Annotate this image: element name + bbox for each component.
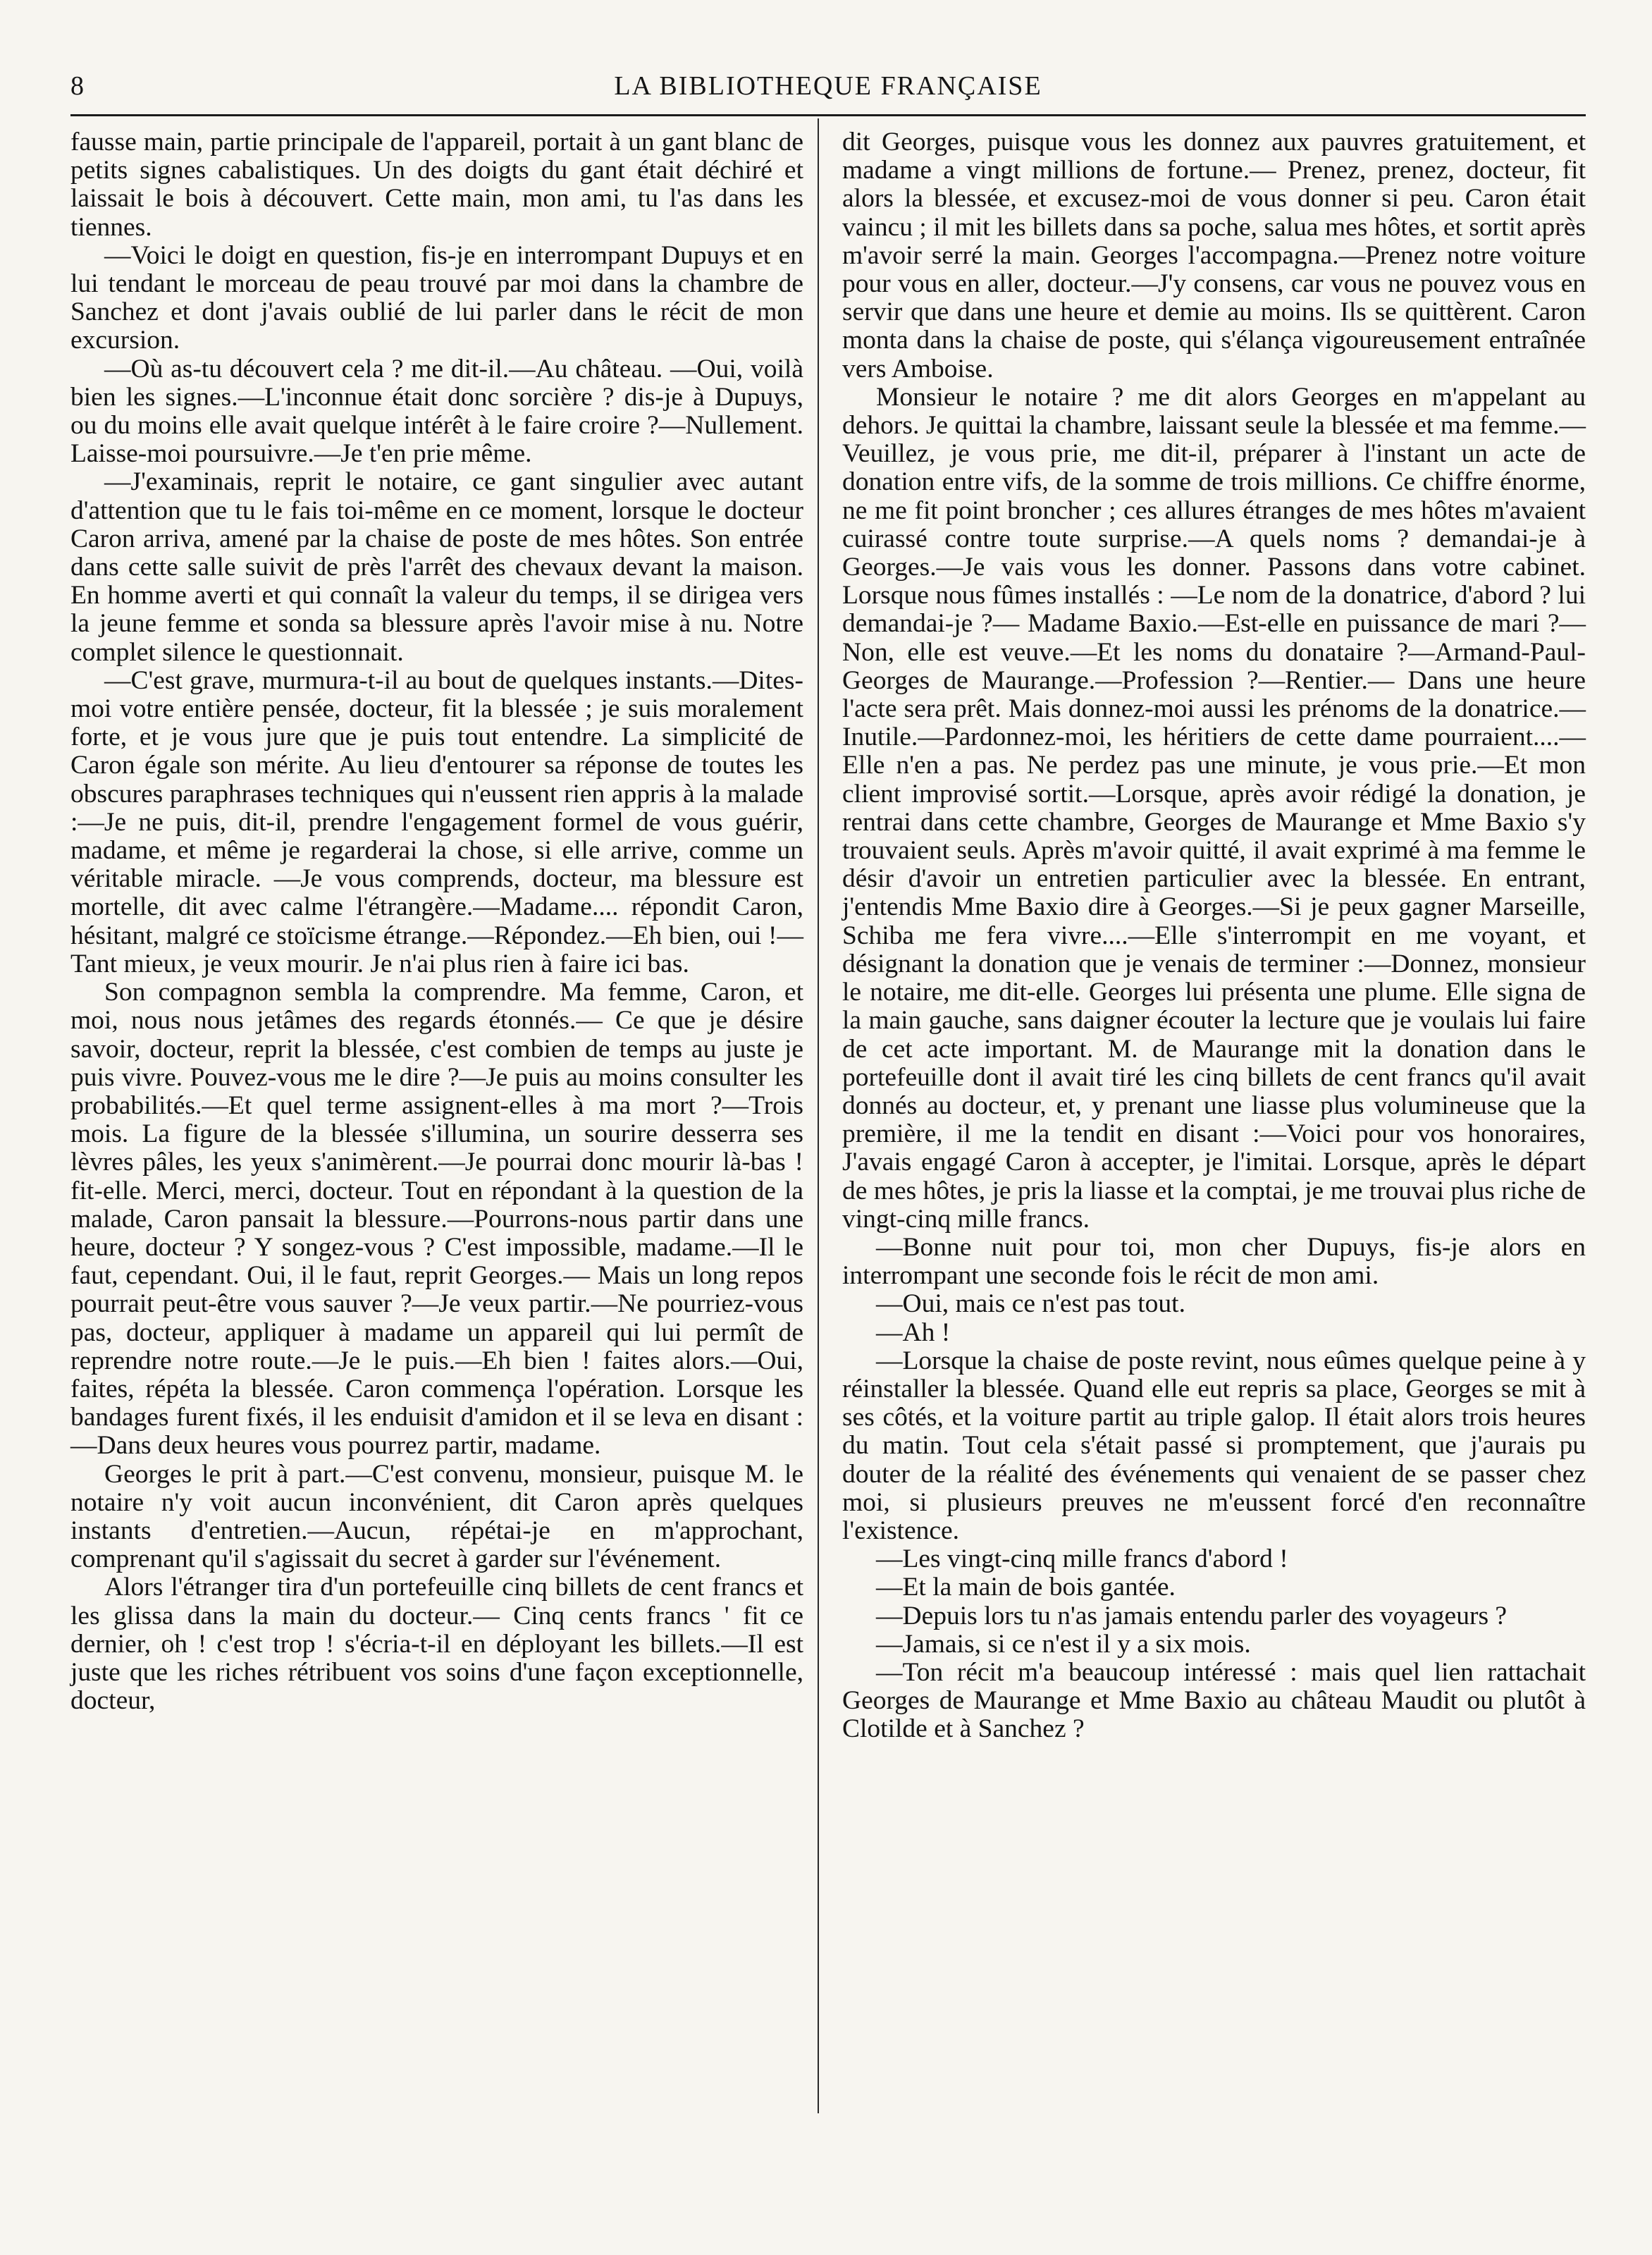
paragraph: —Ton récit m'a beaucoup intéressé : mais quel lien rattachait Georges de Maurange et Mme Baxio au château Maudit ou plutôt à Clotilde et à Sanchez ? bbox=[842, 1657, 1586, 1744]
paragraph: —Depuis lors tu n'as jamais entendu parler des voyageurs ? bbox=[876, 1601, 1508, 1630]
paragraph: Georges le prit à part.—C'est convenu, monsieur, puisque M. le notaire n'y voit aucun inconvénient, dit Caron après quelques instants d'entretien.—Aucun, répétai-je en m'approchant, comprenant qu'il s'agissait du secret à garder sur l'événement. bbox=[70, 1459, 803, 1574]
paragraph: —Où as-tu découvert cela ? me dit-il.—Au château. —Oui, voilà bien les signes.—L'inconnue était donc sorcière ? dis-je à Dupuys, ou du moins elle avait quelque intérêt à le faire croire ?—Nullement. Laisse-moi poursuivre.—Je t'en prie même. bbox=[70, 354, 803, 469]
column-divider bbox=[818, 118, 819, 2113]
paragraph: —Et la main de bois gantée. bbox=[876, 1573, 1176, 1602]
paragraph: —Les vingt-cinq mille francs d'abord ! bbox=[876, 1544, 1288, 1574]
paragraph: —C'est grave, murmura-t-il au bout de quelques instants.—Dites-moi votre entière pensée, docteur, fit la blessée ; je suis moralement forte, et je vous jure que je puis tout entendre. La simplicité de Caron égale son mérite. Au lieu d'entourer sa réponse de toutes les obscures paraphrases techniques qui n'eussent rien appris à la malade :—Je ne puis, dit-il, prendre l'engagement formel de vous guérir, madame, et même je regarderai la chose, si elle arrive, comme un véritable miracle. —Je vous comprends, docteur, ma blessure est mortelle, dit avec calme l'étrangère.—Madame.... répondit Caron, hésitant, malgré ce stoïcisme étrange.—Répondez.—Eh bien, oui !—Tant mieux, je veux mourir. Je n'ai plus rien à faire ici bas. bbox=[70, 665, 803, 978]
header-rule bbox=[70, 114, 1586, 116]
paragraph: —Jamais, si ce n'est il y a six mois. bbox=[876, 1629, 1251, 1659]
paragraph: —Ah ! bbox=[876, 1317, 951, 1347]
paragraph: —Lorsque la chaise de poste revint, nous eûmes quelque peine à y réinstaller la blessée. Quand elle eut repris sa place, Georges se mit à ses côtés, et la voiture partit au triple galop. Il était alors trois heures du matin. Tout cela s'était passé si promptement, que j'aurais pu douter de la réalité des événements qui venaient de se passer chez moi, si plusieurs preuves ne m'eussent forcé d'en reconnaître l'existence. bbox=[842, 1346, 1586, 1545]
paragraph: Monsieur le notaire ? me dit alors Georges en m'appelant au dehors. Je quittai la chambre, laissant seule la blessée et ma femme.—Veuillez, je vous prie, me dit-il, préparer à l'instant un acte de donation entre vifs, de la somme de trois millions. Ce chiffre énorme, ne me fit point broncher ; ces allures étranges de mes hôtes m'avaient cuirassé contre toute surprise.—A quels noms ? demandai-je à Georges.—Je vais vous les donner. Passons dans votre cabinet. Lorsque nous fûmes installés : —Le nom de la donatrice, d'abord ? lui demandai-je ?— Madame Baxio.—Est-elle en puissance de mari ?—Non, elle est veuve.—Et les noms du donataire ?—Armand-Paul-Georges de Maurange.—Profession ?—Rentier.— Dans une heure l'acte sera prêt. Mais donnez-moi aussi les prénoms de la donatrice.—Inutile.—Pardonnez-moi, les héritiers de cette dame pourraient....—Elle n'en a pas. Ne perdez pas une minute, je vous prie.—Et mon client improvisé sortit.—Lorsque, après avoir rédigé la donation, je rentrai dans cette chambre, Georges de Maurange et Mme Baxio s'y trouvaient seuls. Après m'avoir quitté, il avait exprimé à ma femme le désir d'avoir un entretien particulier avec la blessée. En entrant, j'entendis Mme Baxio dire à Georges.—Si je peux gagner Marseille, Schiba me fera vivre....—Elle s'interrompit en me voyant, et désignant la donation que je venais de terminer :—Donnez, monsieur le notaire, me dit-elle. Georges lui présenta une plume. Elle signa de la main gauche, sans daigner écouter la lecture que je voulais lui faire de cet acte important. M. de Maurange mit la donation dans le portefeuille dont il avait tiré les cinq billets de cent francs qu'il avait donnés au docteur, et, y prenant une liasse plus volumineuse que la première, il me la tendit en disant :—Voici pour vos honoraires, J'avais engagé Caron à accepter, je l'imitai. Lorsque, après le départ de mes hôtes, je pris la liasse et la comptai, je me trouvai plus riche de vingt-cinq mille francs. bbox=[842, 382, 1586, 1234]
paragraph: Son compagnon sembla la comprendre. Ma femme, Caron, et moi, nous nous jetâmes des regards étonnés.— Ce que je désire savoir, docteur, reprit la blessée, c'est combien de temps au juste je puis vivre. Pouvez-vous me le dire ?—Je puis au moins consulter les probabilités.—Et quel terme assignent-elles à ma mort ?—Trois mois. La figure de la blessée s'illumina, un sourire desserra ses lèvres pâles, les yeux s'animèrent.—Je pourrai donc mourir là-bas ! fit-elle. Merci, merci, docteur. Tout en répondant à la question de la malade, Caron pansait la blessure.—Pourrons-nous partir dans une heure, docteur ? Y songez-vous ? C'est impossible, madame.—Il le faut, cependant. Oui, il le faut, reprit Georges.— Mais un long repos pourrait peut-être vous sauver ?—Je veux partir.—Ne pourriez-vous pas, docteur, appliquer à madame un appareil qui lui permît de reprendre notre route.—Je le puis.—Eh bien ! faites alors.—Oui, faites, répéta la blessée. Caron commença l'opération. Lorsque les bandages furent fixés, il les enduisit d'amidon et il se leva en disant :—Dans deux heures vous pourrez partir, madame. bbox=[70, 978, 803, 1461]
page-header bbox=[70, 69, 1586, 103]
paragraph: fausse main, partie principale de l'appareil, portait à un gant blanc de petits signes cabalistiques. Un des doigts du gant était déchiré et laissait le bois à découvert. Cette main, mon ami, tu l'as dans les tiennes. bbox=[70, 128, 803, 242]
paragraph: dit Georges, puisque vous les donnez aux pauvres gratuitement, et madame a vingt millions de fortune.— Prenez, prenez, docteur, fit alors la blessée, et excusez-moi de vous donner si peu. Caron était vaincu ; il mit les billets dans sa poche, salua mes hôtes, et sortit après m'avoir serré la main. Georges l'accompagna.—Prenez notre voiture pour vous en aller, docteur.—J'y consens, car vous ne pouvez vous en servir que dans une heure et demie au moins. Ils se quittèrent. Caron monta dans la chaise de poste, qui s'élança vigoureusement entraînée vers Amboise. bbox=[842, 128, 1586, 383]
page-number: 8 bbox=[70, 71, 84, 101]
paragraph: —Oui, mais ce n'est pas tout. bbox=[876, 1289, 1185, 1319]
paragraph: —Voici le doigt en question, fis-je en interrompant Dupuys et en lui tendant le morceau de peau trouvé par moi dans la chambre de Sanchez et dont j'avais oublié de lui parler dans le récit de mon excursion. bbox=[70, 240, 803, 355]
paragraph: —Bonne nuit pour toi, mon cher Dupuys, fis-je alors en interrompant une seconde fois le récit de mon ami. bbox=[842, 1232, 1586, 1291]
left-column bbox=[70, 128, 803, 1715]
running-title: LA BIBLIOTHEQUE FRANÇAISE bbox=[614, 71, 1042, 101]
right-column bbox=[842, 128, 1586, 1744]
paragraph: —J'examinais, reprit le notaire, ce gant singulier avec autant d'attention que tu le fais toi-même en ce moment, lorsque le docteur Caron arriva, amené par la chaise de poste de mes hôtes. Son entrée dans cette salle suivit de près l'arrêt des chevaux devant la maison. En homme averti et qui connaît la valeur du temps, il se dirigea vers la jeune femme et sonda sa blessure après l'avoir mise à nu. Notre complet silence le questionnait. bbox=[70, 467, 803, 667]
paragraph: Alors l'étranger tira d'un portefeuille cinq billets de cent francs et les glissa dans la main du docteur.— Cinq cents francs ' fit ce dernier, oh ! c'est trop ! s'écria-t-il en déployant les billets.—Il est juste que les riches rétribuent vos soins d'une façon exceptionnelle, docteur, bbox=[70, 1573, 803, 1716]
